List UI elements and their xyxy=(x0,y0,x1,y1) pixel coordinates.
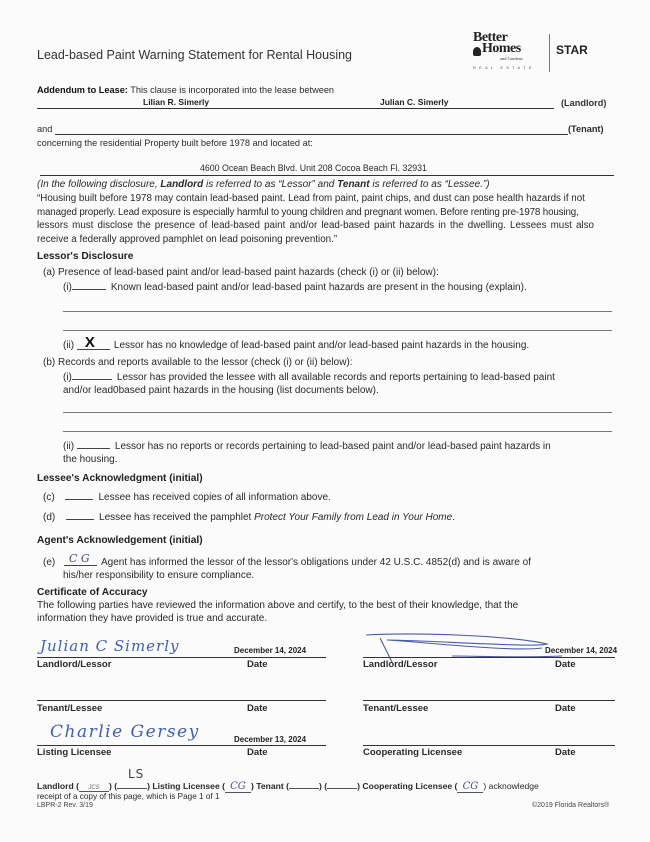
a-i-checkbox[interactable] xyxy=(72,281,106,290)
lessee-ack-heading: Lessee's Acknowledgment (initial) xyxy=(37,473,203,484)
certificate-line-2: information they have provided is true and accurate. xyxy=(37,613,268,624)
logo-and-gardens: and Gardens xyxy=(500,56,523,61)
sig2-date-value: December 14, 2024 xyxy=(545,646,618,655)
listing-date-label: Date xyxy=(247,747,268,758)
warning-line-2: managed properly. Lead exposure is especially harmful to young children and pregnant women. Before renting pre-1978 housing, xyxy=(37,206,579,218)
a-i-text: Known lead-based paint and/or lead-based paint hazards are present in the housing (explain). xyxy=(110,282,527,293)
logo-divider xyxy=(549,34,550,72)
d-pamphlet-title: Protect Your Family from Lead in Your Home xyxy=(254,512,453,523)
sig1-date-label: Date xyxy=(247,659,268,670)
e-agent-initials: C G xyxy=(69,552,90,565)
d-end: . xyxy=(452,512,455,523)
warning-line-3: lessors must disclose the presence of lead-based paint and/or lead-based paint hazards in the dwelling. Lessees must also xyxy=(37,220,594,231)
warning-line-1: “Housing built before 1978 may contain lead-based paint. Lead from paint, paint chips, and dust can pose health hazards if not xyxy=(37,193,585,204)
b-i-prefix: (i) xyxy=(63,372,72,383)
note-landlord: Landlord xyxy=(160,179,204,190)
addendum-intro xyxy=(37,85,334,95)
item-d xyxy=(43,511,455,523)
b-ii-text-1: Lessor has no reports or records pertaining to lead-based paint and/or lead-based paint hazards in xyxy=(114,441,551,452)
certificate-line-1: The following parties have reviewed the information above and certify, to the best of their knowledge, that the xyxy=(37,600,519,611)
footer-landlord-label: Landlord ( xyxy=(37,781,80,791)
document-title: Lead-based Paint Warning Statement for Rental Housing xyxy=(37,48,352,62)
x-checkmark: X xyxy=(84,334,95,351)
addendum-text: This clause is incorporated into the lease between xyxy=(130,85,335,95)
landlord-tag: (Landlord) xyxy=(561,98,607,108)
logo-house-icon xyxy=(473,47,481,56)
c-text: Lessee has received copies of all information above. xyxy=(98,492,331,503)
footer-tenant-label: ) Tenant ( xyxy=(250,781,290,791)
and-label: and xyxy=(37,124,53,134)
item-c xyxy=(43,491,331,503)
footer-sep-1: ) ( xyxy=(109,781,118,791)
form-id: LBPR-2 Rev. 3/19 xyxy=(37,802,93,809)
landlord-line xyxy=(37,108,554,109)
tenant2-line[interactable] xyxy=(363,700,615,701)
footer-landlord-initials[interactable]: JCS xyxy=(79,785,109,792)
note-part-2: is referred to as “Lessor” and xyxy=(203,179,338,190)
landlord-name-2[interactable]: Julian C. Simerly xyxy=(380,97,449,107)
e-prefix: (e) xyxy=(43,557,56,568)
logo-brand-star: STAR xyxy=(556,43,588,57)
listing-line xyxy=(37,745,326,746)
coop-line[interactable] xyxy=(363,745,615,746)
warning-line-4: receive a federally approved pamphlet on lead poisoning prevention.” xyxy=(37,233,338,245)
b-i-text-2: and/or lead0based paint hazards in the housing (list documents below). xyxy=(63,385,379,396)
d-text: Lessee has received the pamphlet xyxy=(99,512,255,523)
item-e xyxy=(43,552,531,582)
footer-receipt: receipt of a copy of this page, which is Page 1 of 1 xyxy=(37,792,220,801)
section-a-ii xyxy=(63,334,530,351)
b-documents-line-2[interactable] xyxy=(63,431,612,432)
certificate-text xyxy=(37,599,518,625)
ls-initials-handwritten: LS xyxy=(128,767,145,781)
b-ii-text-2: the housing. xyxy=(63,454,118,465)
d-prefix: (d) xyxy=(43,512,56,523)
section-b-label: (b) Records and reports available to the lessor (check (i) or (ii) below): xyxy=(43,357,353,368)
b-ii-prefix: (ii) xyxy=(63,441,75,452)
footer-landlord2-initials[interactable] xyxy=(117,781,147,789)
sig2-date-label: Date xyxy=(555,659,576,670)
a-i-prefix: (i) xyxy=(63,282,72,293)
address-line xyxy=(40,175,614,176)
d-initial-field[interactable] xyxy=(66,511,94,520)
sig1-date-value: December 14, 2024 xyxy=(234,646,307,655)
landlord-name-1[interactable]: Lilian R. Simerly xyxy=(143,97,210,107)
coop-label: Cooperating Licensee xyxy=(363,747,463,758)
sig2-label: Landlord/Lessor xyxy=(363,659,438,670)
section-b-i xyxy=(63,371,555,397)
tenant1-label: Tenant/Lessee xyxy=(37,703,103,714)
e-text-1: Agent has informed the lessor of the lessor's obligations under 42 U.S.C. 4852(d) and is aware of xyxy=(101,557,531,568)
a-explain-line-1[interactable] xyxy=(63,311,612,312)
a-ii-text: Lessor has no knowledge of lead-based paint and/or lead-based paint hazards in the housing. xyxy=(113,340,530,351)
tenant2-label: Tenant/Lessee xyxy=(363,703,429,714)
section-a-i xyxy=(63,281,527,293)
note-part-3: is referred to as “Lessee.”) xyxy=(369,179,490,190)
tenant1-date-label: Date xyxy=(247,703,268,714)
concerning-text: concerning the residential Property built before 1978 and located at: xyxy=(37,138,313,148)
e-initial-field[interactable] xyxy=(64,552,97,566)
sig2-line xyxy=(363,657,615,658)
b-documents-line-1[interactable] xyxy=(63,412,612,413)
sig1-label: Landlord/Lessor xyxy=(37,659,112,670)
listing-date-value: December 13, 2024 xyxy=(234,735,307,744)
listing-licensee-signature[interactable]: Charlie Gersey xyxy=(50,722,200,742)
logo-homes: Homes xyxy=(482,41,521,56)
footer-listing-label: Listing Licensee ( xyxy=(152,781,225,791)
brand-logo xyxy=(470,31,550,73)
footer-sep-2: ) xyxy=(147,781,153,791)
agent-ack-heading: Agent's Acknowledgement (initial) xyxy=(37,535,203,546)
note-part-1: (In the following disclosure, xyxy=(37,179,161,190)
addendum-label: Addendum to Lease: xyxy=(37,85,128,95)
certificate-heading: Certificate of Accuracy xyxy=(37,587,148,598)
lead-warning-paragraph xyxy=(37,192,617,246)
copyright: ©2019 Florida Realtors® xyxy=(532,802,610,809)
c-prefix: (c) xyxy=(43,492,55,503)
a-explain-line-2[interactable] xyxy=(63,330,612,331)
section-a-label: (a) Presence of lead-based paint and/or lead-based paint hazards (check (i) or (ii) below): xyxy=(43,267,439,278)
sig1-line xyxy=(37,657,326,658)
landlord-signature-1[interactable]: Julian C Simerly xyxy=(40,637,180,655)
footer-tenant1-initials[interactable] xyxy=(289,781,319,789)
logo-better: Better xyxy=(473,30,508,45)
footer-tenant2-initials[interactable] xyxy=(327,781,357,789)
note-tenant: Tenant xyxy=(337,179,370,190)
a-ii-checkbox[interactable] xyxy=(77,334,110,351)
c-initial-field[interactable] xyxy=(65,491,93,500)
e-text-2: his/her responsibility to ensure compliance. xyxy=(63,570,255,581)
tenant-tag: (Tenant) xyxy=(568,124,604,134)
coop-date-label: Date xyxy=(555,747,576,758)
disclosure-note xyxy=(37,178,490,191)
lessor-disclosure-heading: Lessor's Disclosure xyxy=(37,251,134,262)
a-ii-prefix: (ii) xyxy=(63,340,75,351)
footer-listing-initials[interactable]: CG xyxy=(225,781,251,793)
b-i-text-1: Lessor has provided the lessee with all available records and reports pertaining to lead-based paint xyxy=(116,372,555,383)
listing-label: Listing Licensee xyxy=(37,747,112,758)
tenant2-date-label: Date xyxy=(555,703,576,714)
footer-coop-label: ) Cooperating Licensee ( xyxy=(357,781,458,791)
section-b-ii xyxy=(63,440,551,466)
tenant1-line[interactable] xyxy=(37,700,326,701)
tenant-line[interactable] xyxy=(55,134,568,135)
footer-acknowledge: ) acknowledge xyxy=(483,781,539,791)
logo-real-estate: REAL ESTATE xyxy=(473,65,535,70)
b-i-checkbox[interactable] xyxy=(72,371,112,380)
b-ii-checkbox[interactable] xyxy=(77,440,110,449)
footer-coop-initials[interactable]: CG xyxy=(457,781,483,793)
property-address[interactable]: 4600 Ocean Beach Blvd. Unit 208 Cocoa Beach Fl. 32931 xyxy=(200,163,427,173)
footer-sep-3: ) ( xyxy=(319,781,328,791)
